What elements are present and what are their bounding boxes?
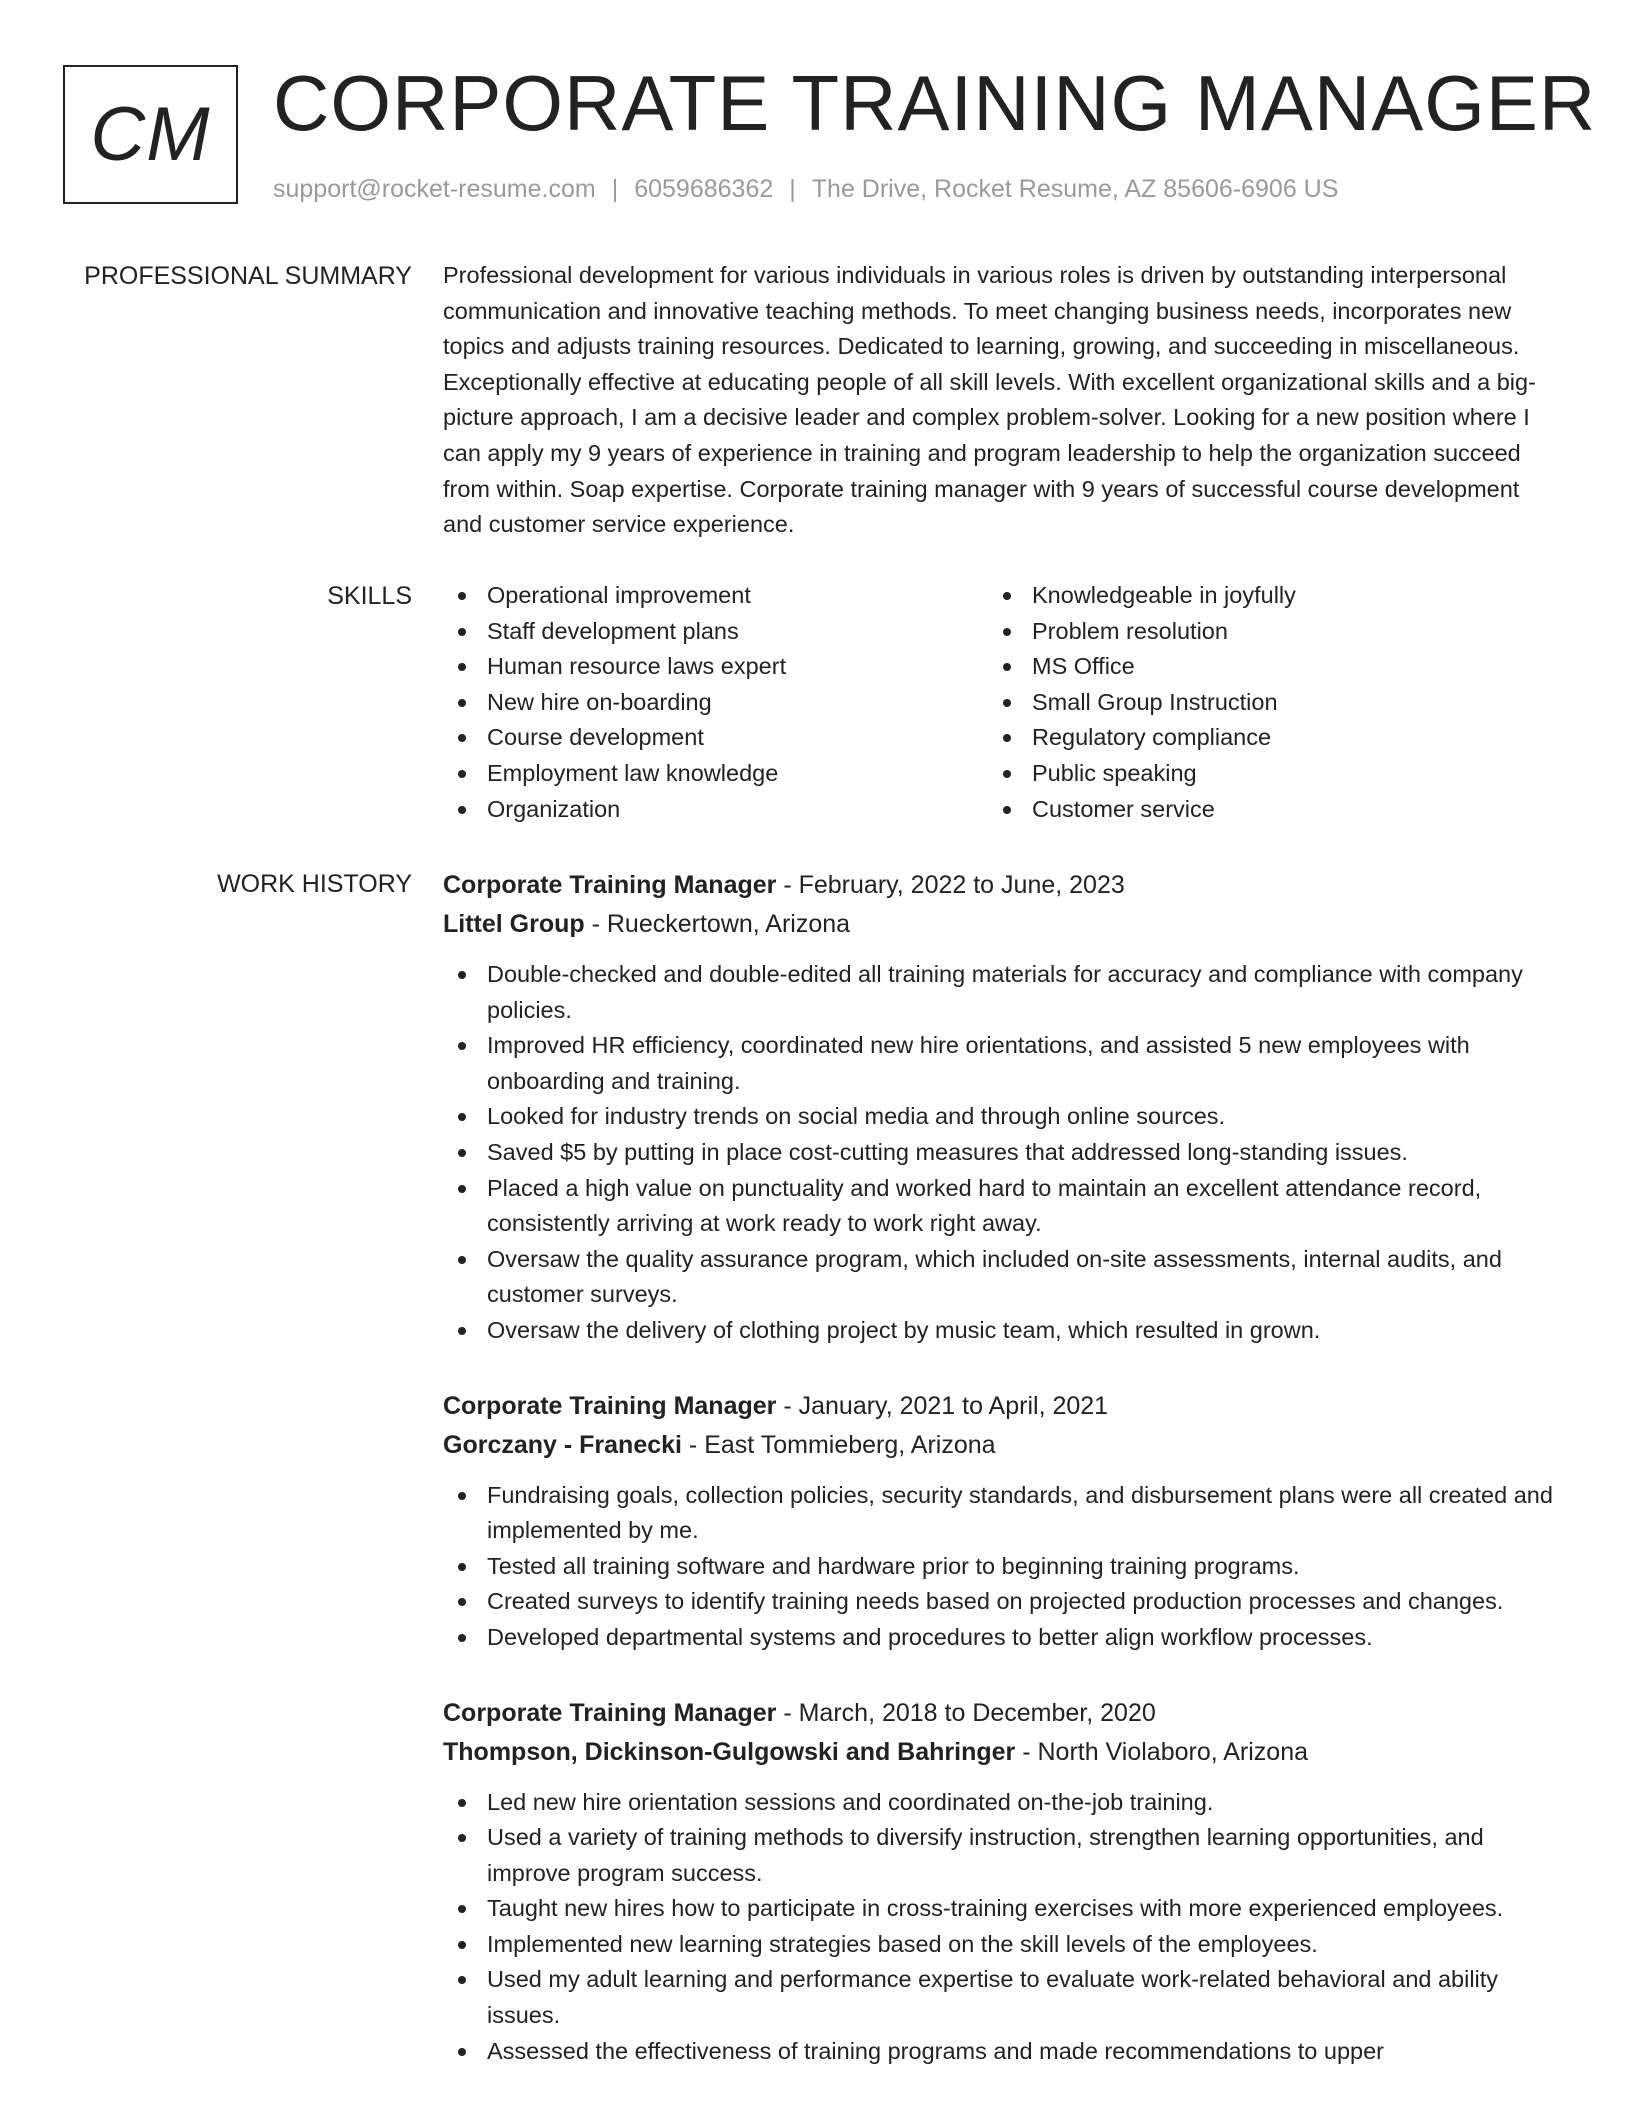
skill-item: New hire on-boarding [443,685,988,721]
section-heading-work-history: WORK HISTORY [217,870,412,898]
job-bullet: Fundraising goals, collection policies, security standards, and disbursement plans were all created and implemented by me. [443,1478,1555,1549]
job-company-line [443,905,1555,944]
contact-separator: | [789,175,796,203]
job-entry [443,1387,1555,1656]
job-title: Corporate Training Manager [443,871,777,899]
job-location: - Rueckertown, Arizona [584,910,851,938]
job-bullet: Looked for industry trends on social media and through online sources. [443,1099,1555,1135]
job-bullet: Oversaw the delivery of clothing project by music team, which resulted in grown. [443,1313,1555,1349]
summary-text: Professional development for various individuals in various roles is driven by outstanding interpersonal communication and innovative teaching methods. To meet changing business needs, incorporates new topics and adjusts training resources. Dedicated to learning, growing, and succeeding in miscellaneous. Exceptionally effective at educating people of all skill levels. With excellent organizational skills and a big-picture approach, I am a decisive leader and complex problem-solver. Looking for a new position where I can apply my 9 years of experience in training and program leadership to help the organization succeed from within. Soap expertise. Corporate training manager with 9 years of successful course development and customer service experience. [443,262,1536,538]
job-bullet: Saved $5 by putting in place cost-cutting measures that addressed long-standing issues. [443,1135,1555,1171]
contact-separator: | [611,175,619,203]
monogram-box [63,65,238,204]
skills-column-left [443,578,988,827]
job-bullet: Created surveys to identify training needs based on projected production processes and changes. [443,1584,1555,1620]
summary-body [443,258,1555,543]
section-heading-skills: SKILLS [327,582,412,610]
job-location: - East Tommieberg, Arizona [681,1430,996,1459]
resume-name: CORPORATE TRAINING MANAGER [273,59,1597,147]
contact-email: support@rocket-resume.com [273,175,596,203]
skill-item: Public speaking [988,756,1533,792]
job-bullet: Improved HR efficiency, coordinated new hire orientations, and assisted 5 new employees with onboarding and training. [443,1028,1555,1099]
job-bullet: Tested all training software and hardware prior to beginning training programs. [443,1549,1555,1585]
job-bullet: Taught new hires how to participate in cross-training exercises with more experienced employees. [443,1891,1555,1927]
job-bullet-list [443,1478,1555,1656]
skill-item: Staff development plans [443,614,988,650]
job-title: Corporate Training Manager [443,1698,777,1727]
skill-item: Small Group Instruction [988,685,1533,721]
job-bullet-list [443,957,1555,1349]
job-bullet: Used a variety of training methods to diversify instruction, strengthen learning opportunities, and improve program success. [443,1820,1555,1891]
contact-phone: 6059686362 [634,175,774,203]
skill-item: Regulatory compliance [988,720,1533,756]
job-bullet: Double-checked and double-edited all training materials for accuracy and compliance with company policies. [443,957,1555,1028]
skill-item: Employment law knowledge [443,756,988,792]
job-bullet-list [443,1785,1555,2070]
job-dates: - January, 2021 to April, 2021 [776,1391,1109,1420]
skill-item: Course development [443,720,988,756]
job-bullet: Developed departmental systems and procedures to better align workflow processes. [443,1620,1555,1656]
job-dates: - March, 2018 to December, 2020 [776,1698,1156,1727]
job-title-line [443,866,1555,905]
job-bullet: Assessed the effectiveness of training programs and made recommendations to upper [443,2034,1555,2070]
job-company: Thompson, Dickinson-Gulgowski and Bahringer [443,1737,1016,1766]
skill-item: MS Office [988,649,1533,685]
job-bullet: Used my adult learning and performance expertise to evaluate work-related behavioral and ability issues. [443,1962,1555,2033]
job-location: - North Violaboro, Arizona [1015,1737,1309,1766]
job-company-line [443,1426,1555,1465]
job-entry [443,866,1555,1349]
job-bullet: Implemented new learning strategies based on the skill levels of the employees. [443,1927,1555,1963]
job-title-line [443,1387,1555,1426]
skill-item: Operational improvement [443,578,988,614]
job-company: Gorczany - Franecki [443,1430,682,1459]
job-dates: - February, 2022 to June, 2023 [776,871,1125,899]
monogram-initials: CM [90,91,211,177]
contact-line [273,174,1338,204]
job-entry [443,1694,1555,2070]
job-company: Littel Group [443,910,585,938]
skill-item: Knowledgeable in joyfully [988,578,1533,614]
skill-item: Human resource laws expert [443,649,988,685]
skills-column-right [988,578,1533,827]
work-history-body [443,866,1555,2107]
skill-item: Problem resolution [988,614,1533,650]
job-title: Corporate Training Manager [443,1391,777,1420]
contact-address: The Drive, Rocket Resume, AZ 85606-6906 US [811,175,1339,203]
job-title-line [443,1694,1555,1733]
job-bullet: Placed a high value on punctuality and worked hard to maintain an excellent attendance record, consistently arriving at work ready to work right away. [443,1171,1555,1242]
job-bullet: Led new hire orientation sessions and coordinated on-the-job training. [443,1785,1555,1821]
skill-item: Organization [443,792,988,828]
section-heading-summary: PROFESSIONAL SUMMARY [84,262,412,290]
skill-item: Customer service [988,792,1533,828]
job-company-line [443,1733,1555,1772]
skills-columns [443,578,1555,827]
job-bullet: Oversaw the quality assurance program, which included on-site assessments, internal audits, and customer surveys. [443,1242,1555,1313]
skills-body [443,578,1555,827]
